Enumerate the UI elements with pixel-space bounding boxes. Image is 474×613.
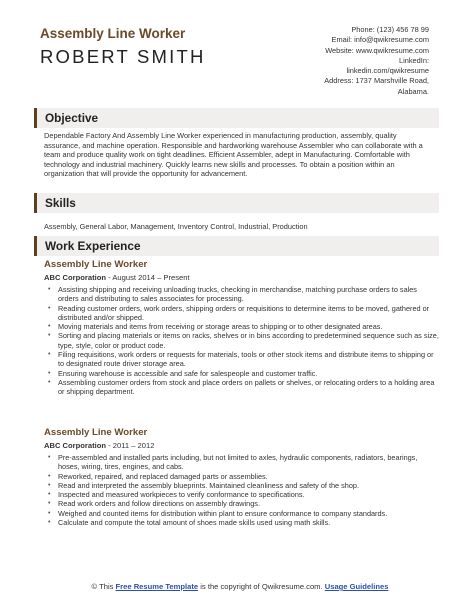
job-entry-dates: - August 2014 – Present	[106, 273, 190, 282]
job-entry-bullets	[44, 453, 439, 527]
contact-linkedin-label: LinkedIn:	[399, 55, 429, 65]
list-item: • Ensuring warehouse is accessible and safe for salespeople and customer traffic.	[58, 369, 439, 378]
job-entry-title: Assembly Line Worker	[44, 259, 148, 270]
footer-prefix: © This	[91, 582, 116, 591]
contact-phone: Phone: (123) 456 78 99	[351, 25, 429, 34]
job-entry-company: ABC Corporation	[44, 273, 107, 282]
list-item: • Sorting and placing materials or items on racks, shelves or in bins according to predetermined sequence such as size, type, style, color or product code.	[58, 331, 439, 350]
contact-address-line2: Alabama.	[397, 86, 429, 96]
job-entry-company-line	[44, 441, 439, 450]
list-item: • Moving materials and items from receiving or storage areas to shipping or to other designated areas.	[58, 322, 439, 331]
resume-job-title: Assembly Line Worker	[40, 26, 186, 41]
objective-heading: Objective	[45, 111, 99, 125]
list-item: • Filing requisitions, work orders or requests for materials, tools or other stock items and distribute items to shipping or to designated route driver storage area.	[58, 350, 439, 369]
list-item: • Assembling customer orders from stock and place orders on pallets or shelves, or relocating orders to a holding area or shipping department.	[58, 378, 439, 397]
list-item: • Weighed and counted items for distribution within plant to ensure conformance to company standards.	[58, 509, 439, 518]
contact-block	[239, 25, 429, 97]
copyright-footer	[40, 582, 440, 592]
list-item: • Read work orders and follow directions on assembly drawings.	[58, 499, 439, 508]
objective-section-header	[34, 108, 439, 128]
list-item: • Pre-assembled and installed parts including, but not limited to axles, hydraulic components, radiators, bearings, hoses, wiring, tires, engines, and cabs.	[58, 453, 439, 472]
contact-website: Website: www.qwikresume.com	[325, 45, 429, 55]
list-item: • Reading customer orders, work orders, shipping orders or requisitions to determine items to be moved, gathered or distributed and/or shipped.	[58, 304, 439, 323]
job-entry-bullets	[44, 285, 439, 397]
footer-middle: is the copyright of Qwikresume.com.	[198, 582, 325, 591]
job-entry	[44, 259, 439, 397]
job-entry-dates: - 2011 – 2012	[106, 441, 155, 450]
experience-section-header	[34, 236, 439, 256]
list-item: • Calculate and compute the total amount of shoes made skills used using math skills.	[58, 518, 439, 527]
list-item: • Inspected and measured workpieces to verify conformance to specifications.	[58, 490, 439, 499]
list-item: • Read and interpreted the assembly blueprints. Maintained cleanliness and safety of the shop.	[58, 481, 439, 490]
contact-email: Email: info@qwikresume.com	[331, 35, 429, 45]
free-resume-template-link[interactable]: Free Resume Template	[115, 582, 199, 591]
skills-section-header	[34, 193, 439, 213]
list-item: • Reworked, repaired, and replaced damaged parts or assemblies.	[58, 472, 439, 481]
job-entry-title: Assembly Line Worker	[44, 427, 148, 438]
skills-heading: Skills	[45, 196, 76, 210]
usage-guidelines-link[interactable]: Usage Guidelines	[324, 582, 389, 591]
objective-text: Dependable Factory And Assembly Line Worker experienced in manufacturing production, assembly, quality assurance, and machine operation. Responsible and hardworking warehouse Assembler who can collaborate with a team and produce quality work on tight deadlines. Efficient Assembler, adept in Manufacturing. Comfortable with technology and industrial machinery. Quickly learns new skills and processes. To obtain a position within an organization that will provide the opportunity for advancement.	[44, 131, 423, 179]
list-item: • Assisting shipping and receiving unloading trucks, checking in merchandise, matching purchase orders to sales orders and distributing to sales associates for processing.	[58, 285, 439, 304]
skills-text: Assembly, General Labor, Management, Inventory Control, Industrial, Production	[44, 222, 308, 231]
resume-name: ROBERT SMITH	[40, 46, 206, 67]
job-entry-company-line	[44, 273, 439, 282]
experience-heading: Work Experience	[45, 239, 141, 253]
contact-linkedin-url: linkedin.com/qwikresume	[346, 66, 429, 76]
contact-address-line1: Address: 1737 Marshville Road,	[324, 76, 429, 86]
job-entry-company: ABC Corporation	[44, 441, 107, 450]
job-entry	[44, 427, 439, 527]
